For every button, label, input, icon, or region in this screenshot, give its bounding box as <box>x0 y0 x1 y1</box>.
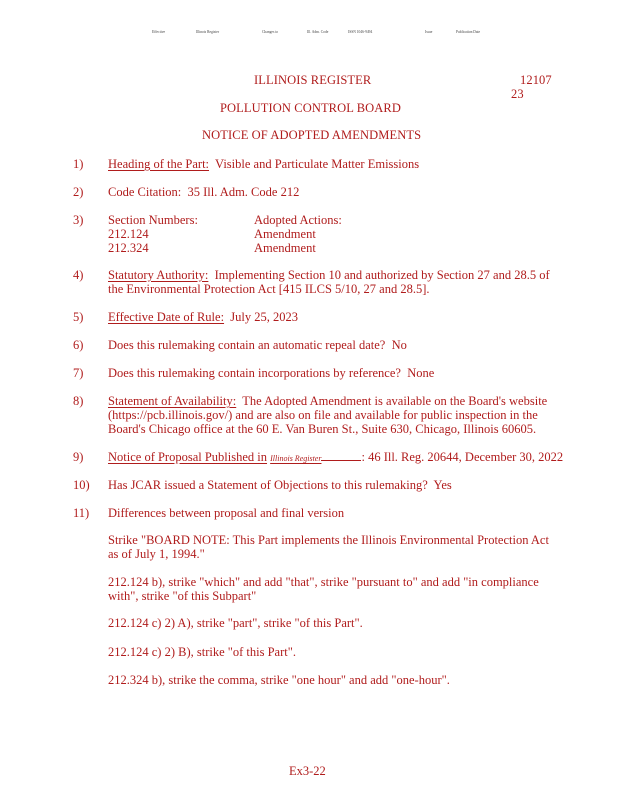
item-number: 7) <box>73 366 84 380</box>
item-label: Heading of the Part: <box>108 157 210 171</box>
item-answer: None <box>407 366 435 380</box>
item-number: 9) <box>73 450 84 464</box>
item-value-continued: Board's Chicago office at the 60 E. Van Buren St., Suite 630, Chicago, Illinois 60605. <box>108 422 537 436</box>
item-question: Does this rulemaking contain incorporations by reference? <box>108 366 401 380</box>
item-number: 6) <box>73 338 84 352</box>
item-number: 8) <box>73 394 84 408</box>
page-number: 12107 <box>520 73 552 87</box>
item-label: Code Citation: <box>108 185 182 199</box>
underline-blank <box>321 450 361 461</box>
section-action: Amendment <box>254 241 316 255</box>
register-title: ILLINOIS REGISTER <box>254 73 372 87</box>
difference-line: 212.124 c) 2) B), strike "of this Part". <box>108 645 296 659</box>
item-value-continued: the Environmental Protection Act [415 ILCS 5/10, 27 and 28.5]. <box>108 282 430 296</box>
item-number: 10) <box>73 478 90 492</box>
item-number: 4) <box>73 268 84 282</box>
item-value: Implementing Section 10 and authorized by Section 27 and 28.5 of <box>214 268 550 282</box>
item-answer: Yes <box>433 478 452 492</box>
item-number: 2) <box>73 185 84 199</box>
item-number: 11) <box>73 506 90 520</box>
item-number: 5) <box>73 310 84 324</box>
sections-header: Section Numbers: <box>108 213 198 227</box>
item-question: Has JCAR issued a Statement of Objections to this rulemaking? <box>108 478 428 492</box>
strip-text-6: Issue <box>425 30 433 34</box>
section-action: Amendment <box>254 227 316 241</box>
item-answer: No <box>391 338 407 352</box>
item-question: Does this rulemaking contain an automatic repeal date? <box>108 338 386 352</box>
difference-line: as of July 1, 1994." <box>108 547 205 561</box>
issue-number: 23 <box>511 87 524 101</box>
item-heading: Differences between proposal and final version <box>108 506 345 520</box>
item-value: Visible and Particulate Matter Emissions <box>215 157 420 171</box>
item-value: July 25, 2023 <box>230 310 299 324</box>
item-label: Effective Date of Rule: <box>108 310 225 324</box>
item-label: Statutory Authority: <box>108 268 209 282</box>
section-number: 212.124 <box>108 227 149 241</box>
strip-text-5: ISSN 1046-9494 <box>348 30 373 34</box>
item-value-continued: (https://pcb.illinois.gov/) and are also on file and available for public inspection in the <box>108 408 538 422</box>
item-value: The Adopted Amendment is available on the Board's website <box>242 394 548 408</box>
notice-title: NOTICE OF ADOPTED AMENDMENTS <box>202 128 422 142</box>
difference-line: with", strike "of this Subpart" <box>108 589 257 603</box>
difference-line: Strike "BOARD NOTE: This Part implements the Illinois Environmental Protection Act <box>108 533 549 547</box>
item-label: Statement of Availability: <box>108 394 237 408</box>
item-label: Notice of Proposal Published in <box>108 450 268 464</box>
strip-text-3: Changes to <box>262 30 279 34</box>
strip-text-4: Ill. Adm. Code <box>307 30 329 34</box>
difference-line: 212.124 c) 2) A), strike "part", strike "of this Part". <box>108 616 363 630</box>
item-value: 35 Ill. Adm. Code 212 <box>187 185 300 199</box>
item-number: 3) <box>73 213 84 227</box>
actions-header: Adopted Actions: <box>254 213 342 227</box>
board-name: POLLUTION CONTROL BOARD <box>220 101 401 115</box>
strip-text-1: Effective <box>152 30 166 34</box>
difference-line: 212.324 b), strike the comma, strike "one hour" and add "one-hour". <box>108 673 450 687</box>
item-number: 1) <box>73 157 84 171</box>
section-number: 212.324 <box>108 241 149 255</box>
page-footer: Ex3-22 <box>289 764 326 778</box>
strip-text-2: Illinois Register <box>196 30 220 34</box>
item-value: : 46 Ill. Reg. 20644, December 30, 2022 <box>361 450 564 464</box>
difference-line: 212.124 b), strike "which" and add "that", strike "pursuant to" and add "in compliance <box>108 575 539 589</box>
register-italic: Illinois Register <box>270 454 322 463</box>
strip-text-7: Publication Date <box>456 30 481 34</box>
